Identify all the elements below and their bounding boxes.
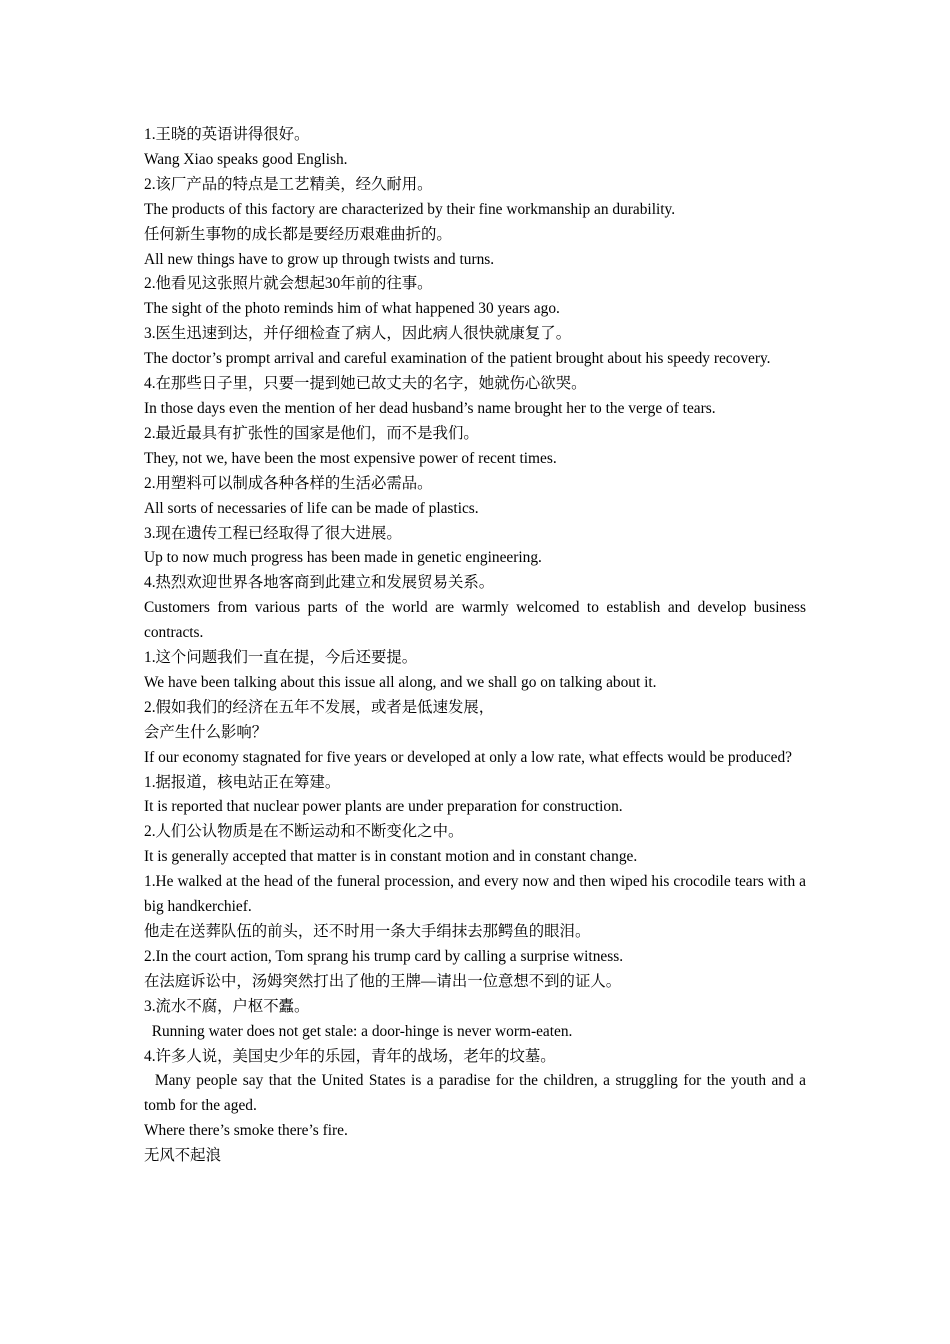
text-line: Customers from various parts of the world are warmly welcomed to establish and develop business contracts. bbox=[144, 599, 810, 642]
text-line: In those days even the mention of her dead husband’s name brought her to the verge of tears. bbox=[144, 399, 716, 417]
text-line: 3.现在遗传工程已经取得了很大进展。 bbox=[144, 524, 402, 542]
text-line: Running water does not get stale: a door-hinge is never worm-eaten. bbox=[144, 1022, 573, 1040]
text-line: 2.该厂产品的特点是工艺精美，经久耐用。 bbox=[144, 175, 433, 193]
text-line: The doctor’s prompt arrival and careful examination of the patient brought about his speedy recovery. bbox=[144, 350, 771, 368]
text-line: 4.在那些日子里，只要一提到她已故丈夫的名字，她就伤心欲哭。 bbox=[144, 375, 587, 393]
text-line: 他走在送葬队伍的前头，还不时用一条大手绢抹去那鳄鱼的眼泪。 bbox=[144, 923, 591, 940]
text-line: 1.王晓的英语讲得很好。 bbox=[144, 126, 310, 143]
text-line: 4.热烈欢迎世界各地客商到此建立和发展贸易关系。 bbox=[144, 574, 495, 592]
text-line: 2.假如我们的经济在五年不发展，或者是低速发展， bbox=[144, 698, 495, 716]
text-line: It is generally accepted that matter is in constant motion and in constant change. bbox=[144, 848, 638, 866]
document-page bbox=[144, 123, 810, 1169]
text-line: We have been talking about this issue all along, and we shall go on talking about it. bbox=[144, 673, 657, 691]
text-line: It is reported that nuclear power plants are under preparation for construction. bbox=[144, 798, 623, 816]
text-line: 1.He walked at the head of the funeral procession, and every now and then wiped his crocodile tears with a big handkerchief. bbox=[144, 873, 810, 916]
text-line: 3.医生迅速到达，并仔细检查了病人，因此病人很快就康复了。 bbox=[144, 325, 572, 343]
text-line: They, not we, have been the most expensive power of recent times. bbox=[144, 449, 557, 467]
text-line: 会产生什么影响？ bbox=[144, 723, 268, 741]
text-line: 1.这个问题我们一直在提，今后还要提。 bbox=[144, 649, 418, 667]
text-line: Wang Xiao speaks good English. bbox=[144, 150, 348, 168]
text-line: 1.据报道，核电站正在筹建。 bbox=[144, 773, 341, 791]
text-line: Where there’s smoke there’s fire. bbox=[144, 1122, 348, 1140]
text-line: 任何新生事物的成长都是要经历艰难曲折的。 bbox=[144, 225, 452, 243]
text-line: 无风不起浪 bbox=[144, 1147, 221, 1165]
text-line: 2.用塑料可以制成各种各样的生活必需品。 bbox=[144, 474, 433, 492]
text-line: Up to now much progress has been made in genetic engineering. bbox=[144, 549, 542, 567]
text-line: 2.人们公认物质是在不断运动和不断变化之中。 bbox=[144, 823, 464, 841]
text-line: Many people say that the United States is a paradise for the children, a struggling for the youth and a tomb for the aged. bbox=[144, 1072, 810, 1115]
text-line: 在法庭诉讼中，汤姆突然打出了他的王牌—请出一位意想不到的证人。 bbox=[144, 972, 622, 990]
text-line: All new things have to grow up through twists and turns. bbox=[144, 250, 495, 268]
text-line: 4.许多人说，美国史少年的乐园，青年的战场，老年的坟墓。 bbox=[144, 1047, 556, 1065]
text-line: The sight of the photo reminds him of what happened 30 years ago. bbox=[144, 300, 560, 318]
text-line: The products of this factory are characterized by their fine workmanship an durability. bbox=[144, 200, 676, 218]
text-line: All sorts of necessaries of life can be made of plastics. bbox=[144, 499, 479, 517]
text-line: 3.流水不腐，户枢不蠹。 bbox=[144, 997, 310, 1015]
text-line: 2.他看见这张照片就会想起30年前的往事。 bbox=[144, 275, 433, 293]
text-line: If our economy stagnated for five years or developed at only a low rate, what effects would be produced? bbox=[144, 748, 793, 766]
text-line: 2.最近最具有扩张性的国家是他们，而不是我们。 bbox=[144, 424, 479, 442]
text-line: 2.In the court action, Tom sprang his trump card by calling a surprise witness. bbox=[144, 947, 624, 965]
